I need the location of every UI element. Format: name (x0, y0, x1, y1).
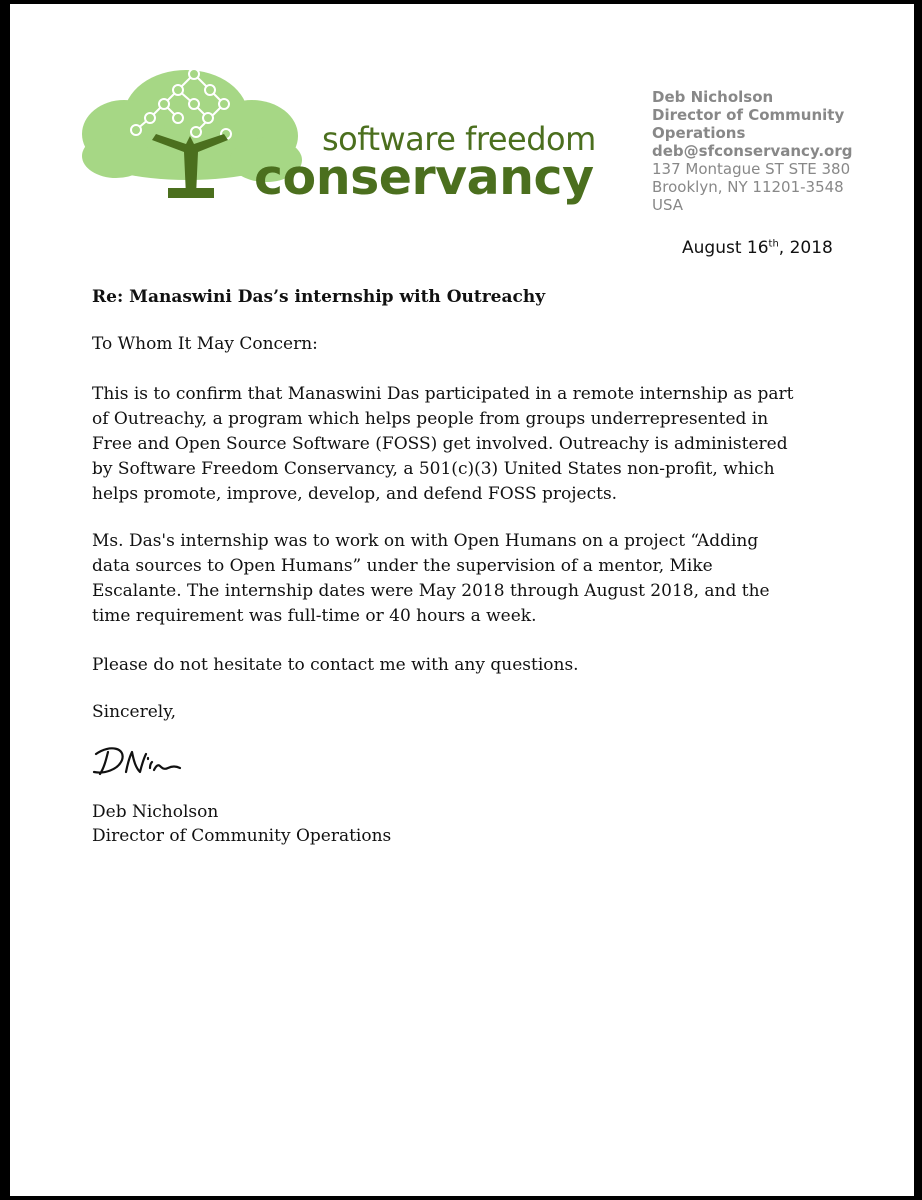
date-month-day: August 16 (682, 238, 769, 258)
paragraph-3 (92, 653, 892, 678)
closing: Sincerely, (92, 702, 176, 722)
paragraph-2-line: time requirement was full-time or 40 hours a week. (92, 606, 537, 626)
sender-address1: 137 Montague ST STE 380 (652, 160, 851, 178)
signer-title: Director of Community Operations (92, 826, 392, 846)
signer-name: Deb Nicholson (92, 802, 219, 822)
paragraph-1-line: Free and Open Source Software (FOSS) get involved. Outreachy is administered (92, 434, 788, 454)
sender-title-line2: Operations (652, 124, 746, 142)
letter-page (10, 4, 914, 1196)
paragraph-2-line: Escalante. The internship dates were May 2018 through August 2018, and the (92, 581, 770, 601)
sender-country: USA (652, 196, 684, 214)
sender-email: deb@sfconservancy.org (652, 142, 853, 160)
sender-block (652, 88, 853, 214)
paragraph-1-line: This is to confirm that Manaswini Das participated in a remote internship as part (92, 384, 794, 404)
paragraph-2-line: data sources to Open Humans” under the supervision of a mentor, Mike (92, 556, 713, 576)
salutation: To Whom It May Concern: (92, 334, 318, 354)
letter-date (682, 238, 833, 258)
paragraph-1-line: helps promote, improve, develop, and defend FOSS projects. (92, 484, 618, 504)
sender-title-line1: Director of Community (652, 106, 845, 124)
paragraph-1 (92, 382, 892, 507)
logo-text-conservancy: conservancy (254, 149, 594, 206)
paragraph-1-line: of Outreachy, a program which helps people from groups underrepresented in (92, 409, 769, 429)
letter-subject: Re: Manaswini Das’s internship with Outreachy (92, 287, 546, 307)
date-year: , 2018 (778, 238, 833, 258)
date-suffix: th (768, 238, 779, 250)
paragraph-2-line: Ms. Das's internship was to work on with Open Humans on a project “Adding (92, 531, 759, 551)
logo-text-software-freedom: software freedom (322, 120, 596, 158)
signature (86, 732, 186, 788)
paragraph-3-line: Please do not hesitate to contact me with any questions. (92, 655, 579, 675)
signature-image (86, 732, 186, 788)
paragraph-1-line: by Software Freedom Conservancy, a 501(c)(3) United States non-profit, which (92, 459, 775, 479)
paragraph-2 (92, 529, 892, 629)
sender-address2: Brooklyn, NY 11201-3548 (652, 178, 844, 196)
signer-block (92, 800, 391, 848)
sender-name: Deb Nicholson (652, 88, 774, 106)
